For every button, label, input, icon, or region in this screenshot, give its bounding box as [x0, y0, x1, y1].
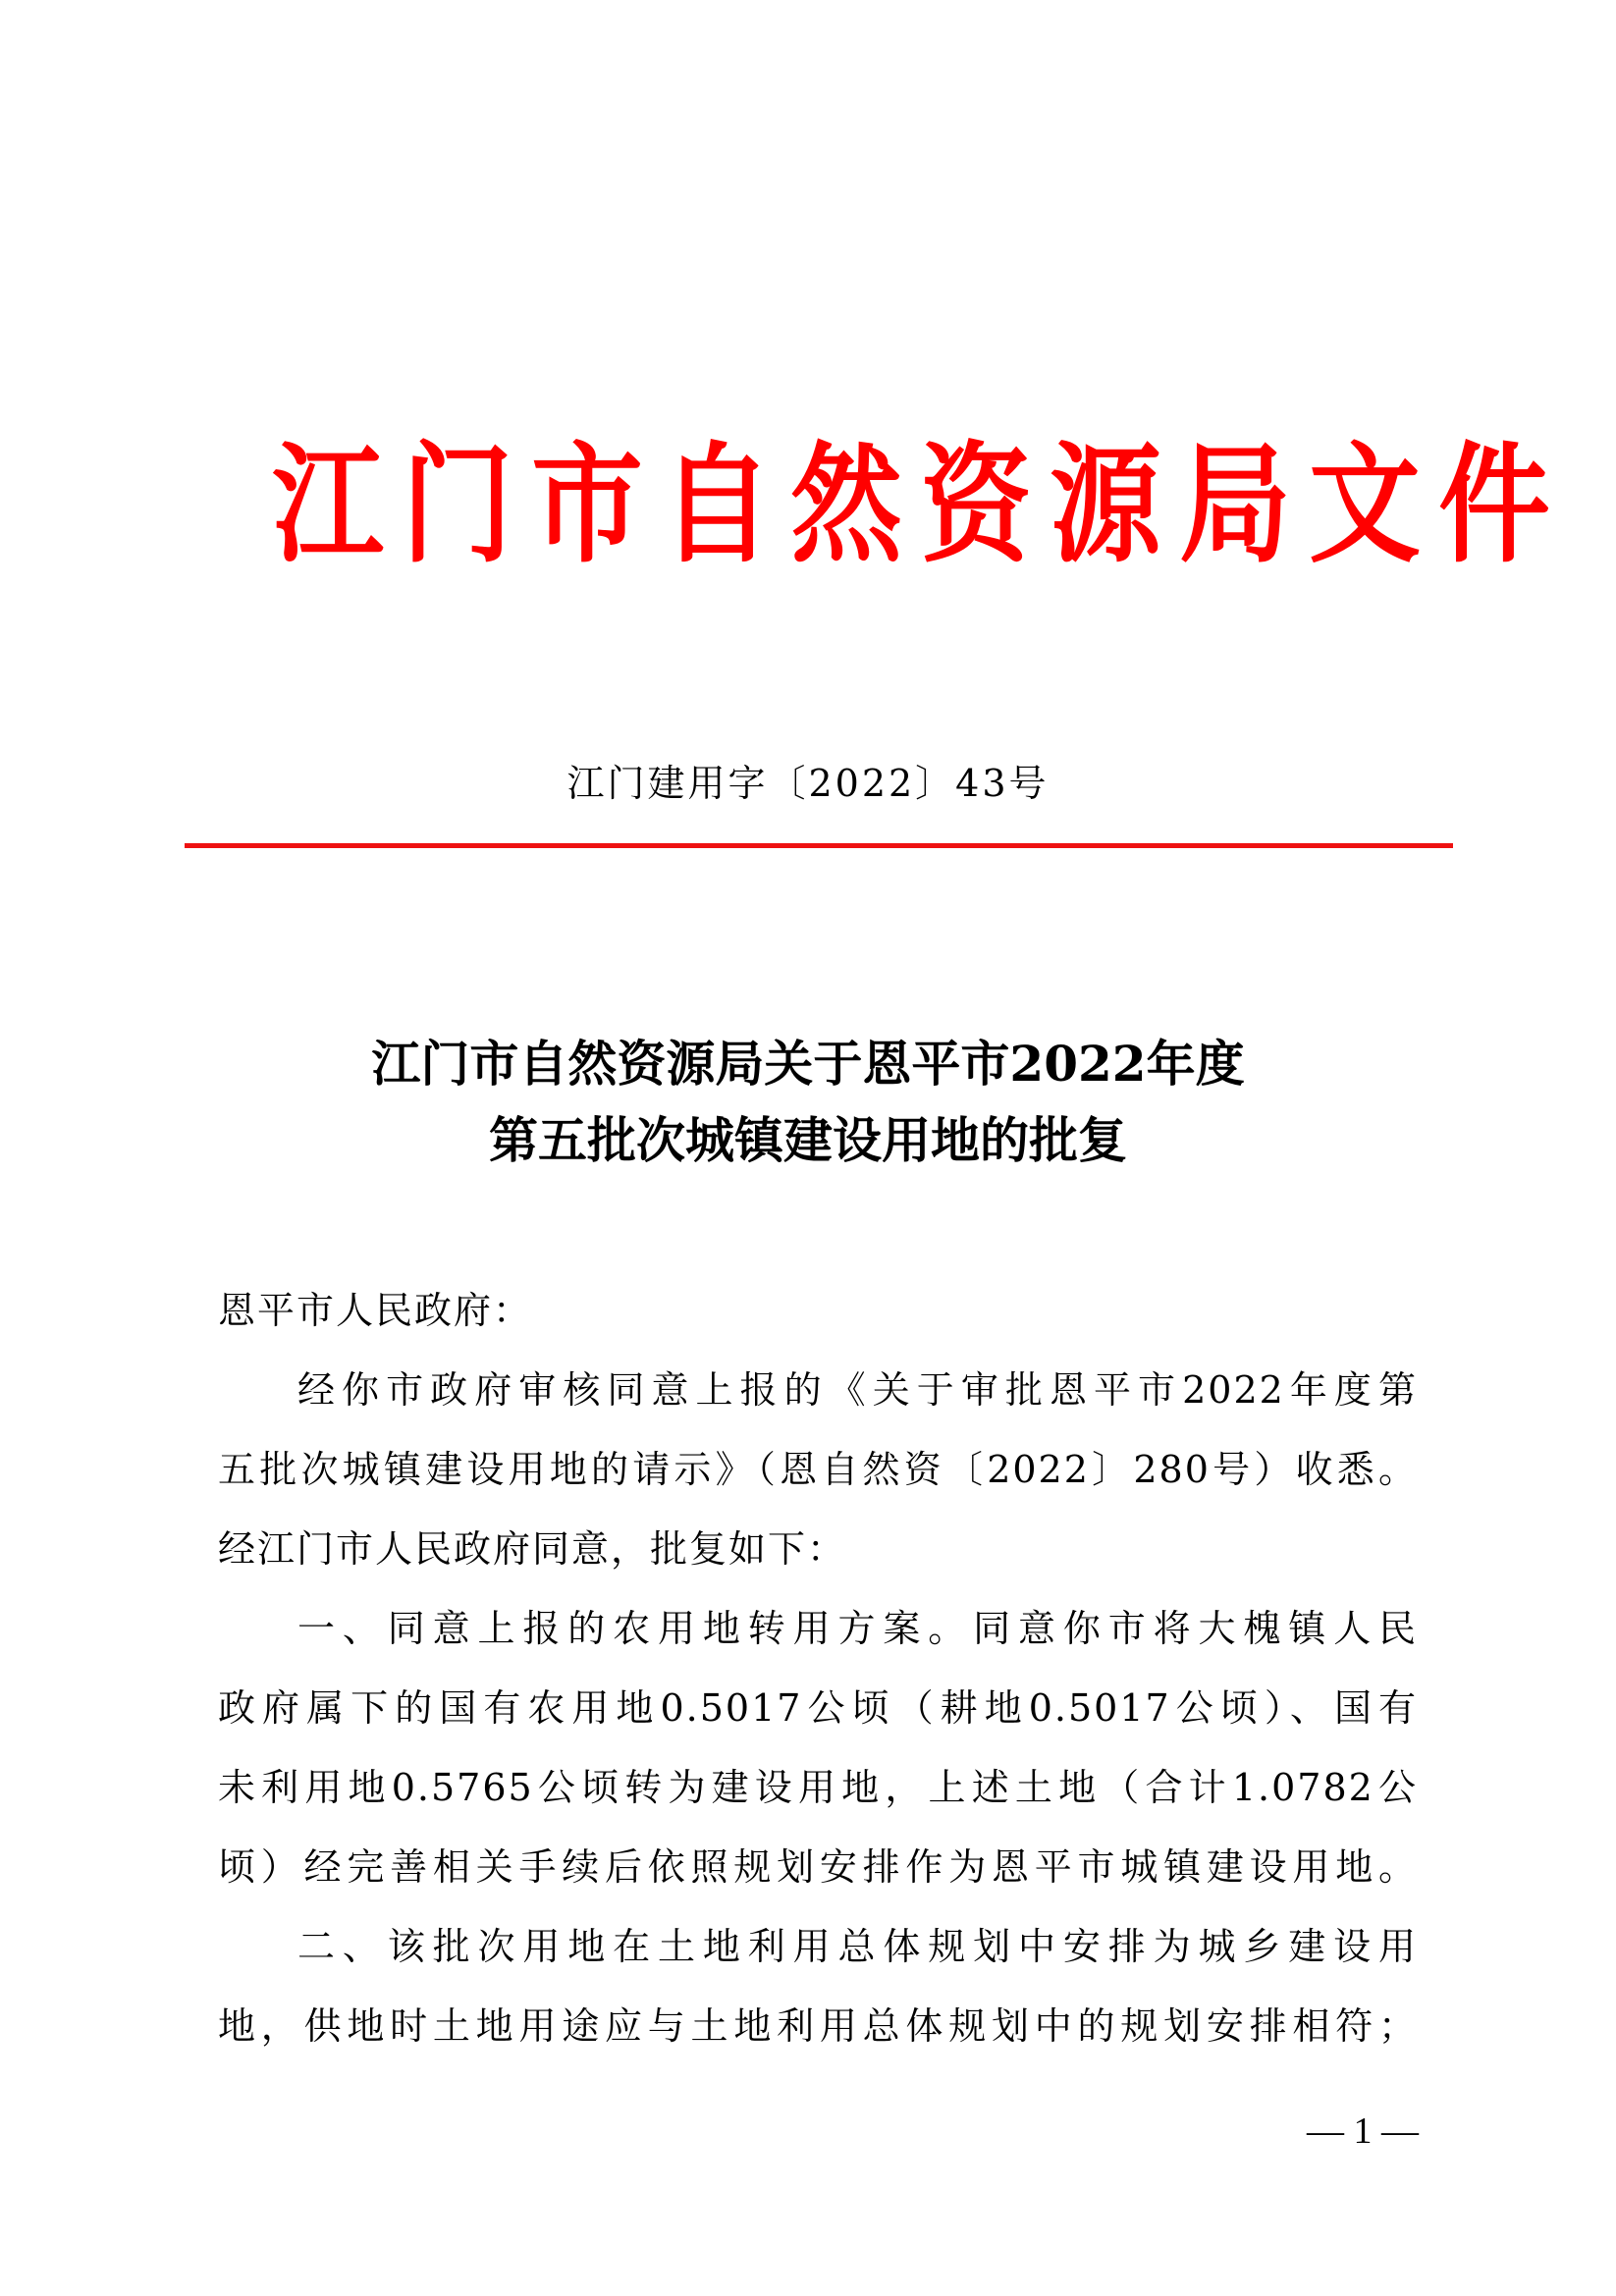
issuer-char: 资 — [920, 429, 1032, 581]
issuer-char: 件 — [1438, 429, 1550, 581]
issuer-char: 文 — [1309, 429, 1421, 581]
document-title-line-2: 第五批次城镇建设用地的批复 — [489, 1111, 1127, 1169]
issuer-header — [263, 424, 1550, 586]
issuer-char: 门 — [402, 429, 513, 581]
body-line: 五批次城镇建设用地的请示》（恩自然资〔2022〕280号）收悉。 — [218, 1448, 1418, 1491]
body-line: 顷）经完善相关手续后依照规划安排作为恩平市城镇建设用地。 — [218, 1845, 1418, 1889]
body-line: 二、该批次用地在土地利用总体规划中安排为城乡建设用 — [297, 1925, 1418, 1968]
salutation: 恩平市人民政府： — [218, 1289, 533, 1332]
body-line: 经江门市人民政府同意，批复如下： — [218, 1527, 847, 1571]
body-line: 未利用地0.5765公顷转为建设用地，上述土地（合计1.0782公 — [218, 1766, 1418, 1809]
body-line: 政府属下的国有农用地0.5017公顷（耕地0.5017公顷）、国有 — [218, 1686, 1418, 1730]
body-line: 经你市政府审核同意上报的《关于审批恩平市2022年度第 — [297, 1368, 1418, 1412]
issuer-char: 自 — [661, 429, 773, 581]
document-number: 江门建用字〔2022〕43号 — [566, 762, 1050, 805]
body-line: 一、同意上报的农用地转用方案。同意你市将大槐镇人民 — [297, 1607, 1418, 1650]
issuer-char: 源 — [1050, 429, 1161, 581]
red-separator-line — [185, 843, 1453, 848]
issuer-char: 江 — [272, 429, 384, 581]
page-number: — 1 — — [1307, 2110, 1419, 2152]
document-title-line-1: 江门市自然资源局关于恩平市2022年度 — [371, 1035, 1245, 1093]
issuer-char: 然 — [790, 429, 902, 581]
issuer-char: 局 — [1179, 429, 1291, 581]
issuer-char: 市 — [531, 429, 643, 581]
body-line: 地，供地时土地用途应与土地利用总体规划中的规划安排相符； — [218, 2004, 1418, 2048]
